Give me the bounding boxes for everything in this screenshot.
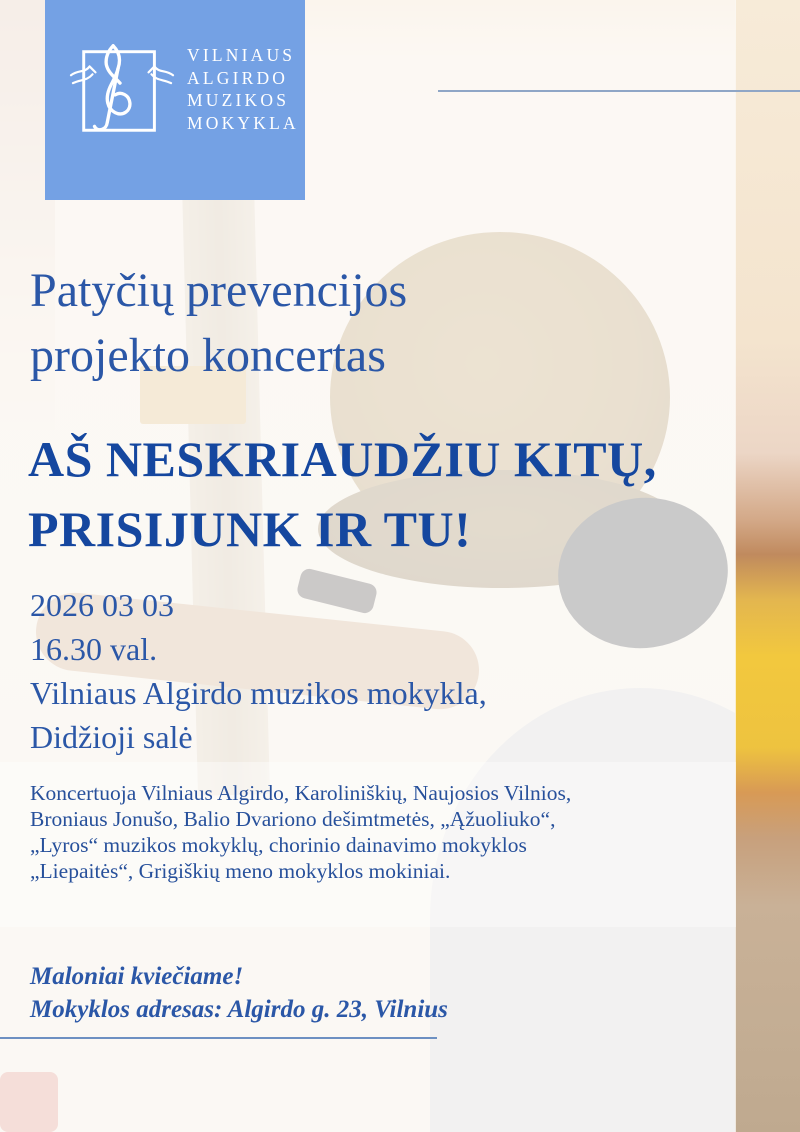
school-logo-block [45, 0, 305, 200]
participants-line: „Liepaitės“, Grigiškių meno mokyklos mokiniai. [30, 859, 451, 883]
participants-line: „Lyros“ muzikos mokyklų, chorinio dainavimo mokyklos [30, 833, 527, 857]
poster-headline-line: AŠ NESKRIAUDŽIU KITŲ, [28, 431, 657, 487]
event-info [30, 583, 487, 759]
photo-unfaded-strip [735, 0, 800, 1132]
poster-headline [28, 424, 657, 564]
bottom-divider-line [0, 1037, 437, 1039]
event-time: 16.30 val. [30, 631, 158, 667]
event-venue: Vilniaus Algirdo muzikos mokykla, [30, 675, 487, 711]
school-name-line: ALGIRDO [187, 67, 289, 88]
participants-line: Broniaus Jonušo, Balio Dvariono dešimtmetės, „Ąžuoliuko“, [30, 807, 556, 831]
school-name-line: MOKYKLA [187, 112, 299, 133]
poster-title-line: Patyčių prevencijos [30, 264, 408, 317]
school-name [187, 44, 299, 134]
event-hall: Didžioji salė [30, 719, 193, 755]
poster-title-line: projekto koncertas [30, 329, 386, 382]
participants-line: Koncertuoja Vilniaus Algirdo, Karoliniškių, Naujosios Vilnios, [30, 781, 572, 805]
top-divider-line [438, 90, 800, 92]
invitation-text: Maloniai kviečiame! [30, 963, 244, 990]
participants-paragraph [30, 780, 710, 884]
poster-title [30, 258, 407, 388]
footer-note [30, 960, 448, 1026]
event-date: 2026 03 03 [30, 587, 174, 623]
school-name-line: MUZIKOS [187, 90, 290, 110]
school-name-line: VILNIAUS [187, 45, 296, 65]
poster-headline-line: PRISIJUNK IR TU! [28, 501, 472, 557]
address-text: Mokyklos adresas: Algirdo g. 23, Vilnius [30, 996, 448, 1023]
treble-clef-icon [63, 36, 181, 144]
